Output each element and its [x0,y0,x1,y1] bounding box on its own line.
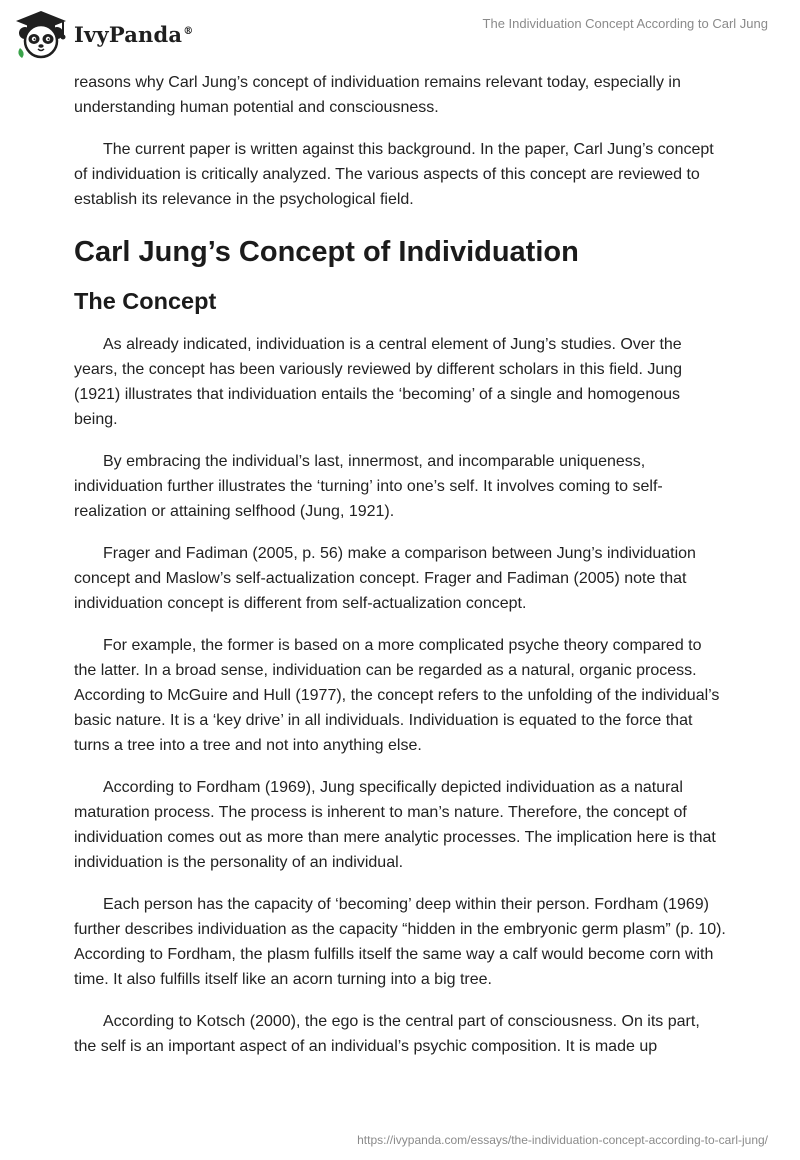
registered-mark: ® [183,25,194,37]
page-header [0,0,800,72]
paragraph: The current paper is written against this background. In the paper, Carl Jung’s concept of individuation is critically analyzed. The various aspects of this concept are reviewed to establish its relevance in the psychological field. [74,141,714,208]
paragraph: Each person has the capacity of ‘becoming’ deep within their person. Fordham (1969) further describes individuation as the capacity “hidden in the embryonic germ plasm” (p. 10). According to Fordham, the plasm fulfills itself the same way a calf would become corn with time. It also fulfills itself like an acorn turning into a big tree. [74,896,726,988]
paragraph: reasons why Carl Jung’s concept of individuation remains relevant today, especially in understanding human potential and consciousness. [74,74,681,116]
paragraph: As already indicated, individuation is a central element of Jung’s studies. Over the years, the concept has been variously reviewed by different scholars in this field. Jung (1921) illustrates that individuation entails the ‘becoming’ of a single and homogenous being. [74,336,683,428]
section-heading: Carl Jung’s Concept of Individuation [74,236,579,268]
source-url[interactable]: https://ivypanda.com/essays/the-individuation-concept-according-to-carl-jung/ [357,1133,768,1147]
paragraph: Frager and Fadiman (2005, p. 56) make a comparison between Jung’s individuation concept and Maslow’s self-actualization concept. Frager and Fadiman (2005) note that individuation concept is different from self-actualization concept. [74,545,696,612]
paragraph: For example, the former is based on a more complicated psyche theory compared to the latter. In a broad sense, individuation can be regarded as a natural, organic process. According to McGuire and Hull (1977), the concept refers to the unfolding of the individual’s basic nature. It is a ‘key drive’ in all individuals. Individuation is equated to the force that turns a tree into a tree and not into anything else. [74,637,720,754]
ivypanda-logo[interactable] [14,8,193,60]
panda-graduate-icon [14,8,68,60]
subsection-heading: The Concept [74,288,217,314]
article-body [74,70,726,1076]
paragraph: By embracing the individual’s last, innermost, and incomparable uniqueness, individuation further illustrates the ‘turning’ into one’s self. It involves coming to self-realization or attaining selfhood (Jung, 1921). [74,453,663,520]
brand-name: IvyPanda® [74,21,194,47]
paragraph: According to Kotsch (2000), the ego is the central part of consciousness. On its part, the self is an important aspect of an individual’s psychic composition. It is made up [74,1013,700,1055]
paragraph: According to Fordham (1969), Jung specifically depicted individuation as a natural maturation process. The process is inherent to man’s nature. Therefore, the concept of individuation comes out as more than mere analytic processes. The implication here is that individuation is the personality of an individual. [74,779,716,871]
document-title: The Individuation Concept According to Carl Jung [482,16,768,31]
